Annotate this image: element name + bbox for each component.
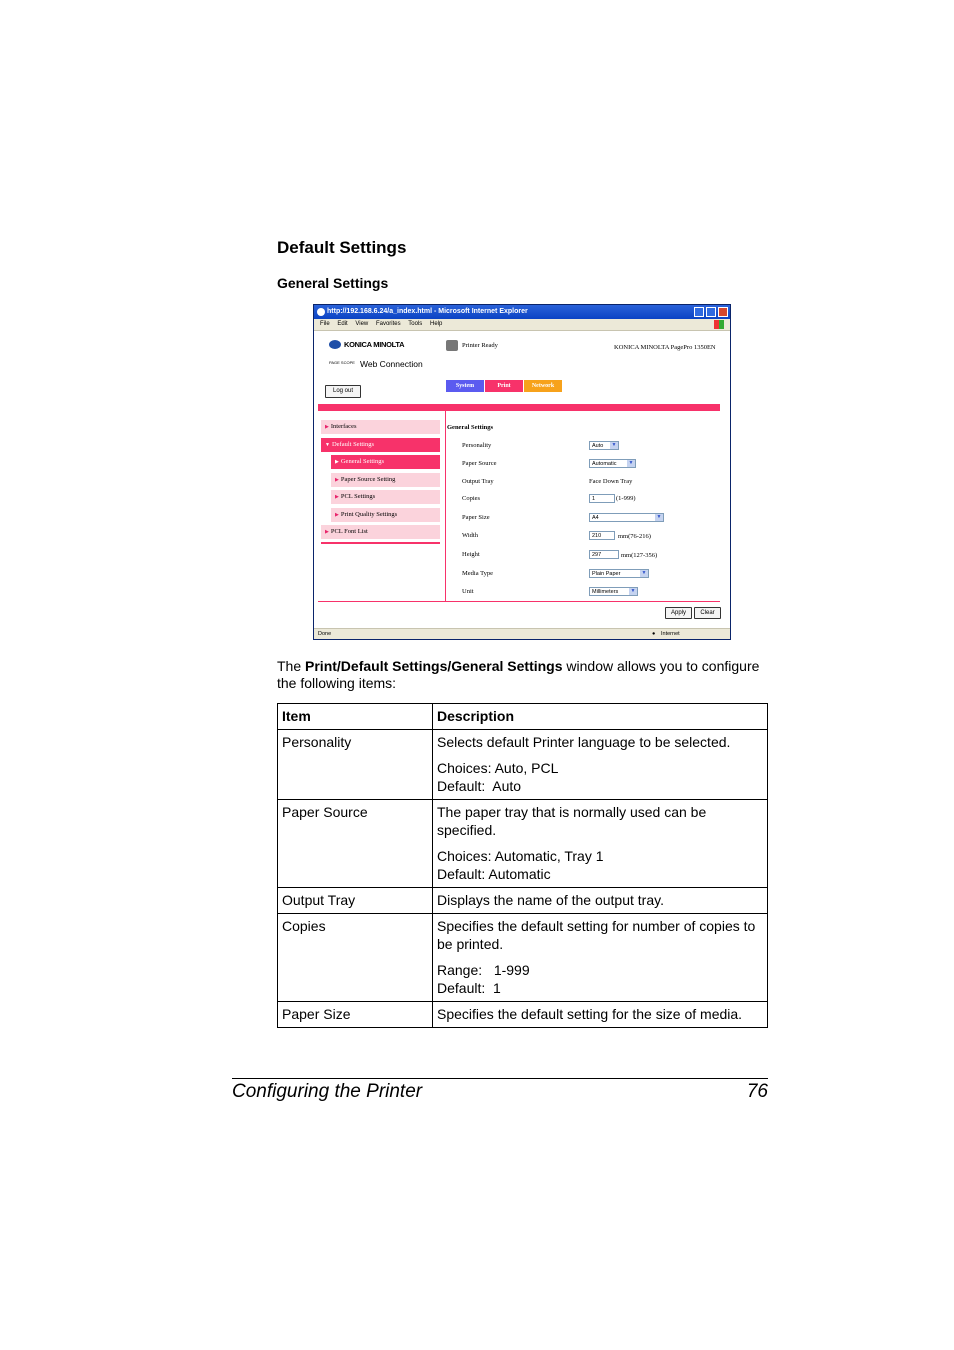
para-bold: Print/Default Settings/General Settings bbox=[305, 658, 563, 674]
header-item: Item bbox=[278, 704, 433, 730]
nav-paper-source-setting[interactable] bbox=[331, 473, 440, 487]
nav-label: General Settings bbox=[340, 458, 385, 465]
desc-line: The paper tray that is normally used can be specified. bbox=[437, 804, 707, 838]
width-input[interactable]: 210 bbox=[589, 531, 615, 540]
window-title: http://192.168.6.24/a_index.html - Microsoft Internet Explorer bbox=[327, 308, 528, 315]
header-description: Description bbox=[433, 704, 768, 730]
browser-window bbox=[313, 304, 731, 640]
nav-general-settings[interactable] bbox=[331, 455, 440, 469]
printer-model: KONICA MINOLTA PagePro 1350EN bbox=[614, 344, 716, 351]
status-zone: Internet bbox=[661, 631, 680, 637]
form-title: General Settings bbox=[447, 424, 494, 431]
footer-rule bbox=[232, 1078, 768, 1079]
nav-label: PCL Settings bbox=[340, 493, 376, 500]
select-value: Plain Paper bbox=[592, 571, 621, 577]
nav-label: Default Settings bbox=[331, 441, 375, 448]
menu-edit[interactable]: Edit bbox=[337, 321, 348, 327]
media-type-label: Media Type bbox=[462, 570, 494, 577]
nav-pcl-settings[interactable] bbox=[331, 490, 440, 504]
minimize-icon[interactable] bbox=[694, 307, 704, 317]
logout-button[interactable]: Log out bbox=[325, 385, 361, 398]
menu-favorites[interactable]: Favorites bbox=[375, 321, 401, 327]
windows-flag-icon bbox=[714, 320, 724, 329]
column-divider bbox=[445, 411, 446, 601]
row-item: Output Tray bbox=[278, 888, 433, 914]
paper-size-select[interactable] bbox=[589, 513, 664, 522]
select-value: Automatic bbox=[592, 461, 617, 467]
close-icon[interactable] bbox=[718, 307, 728, 317]
footer-chapter: Configuring the Printer bbox=[232, 1081, 423, 1102]
printer-icon bbox=[446, 340, 458, 351]
row-item: Paper Size bbox=[278, 1002, 433, 1028]
para-text: The bbox=[277, 658, 306, 674]
row-item: Personality bbox=[278, 730, 433, 800]
personality-label: Personality bbox=[462, 442, 492, 449]
menu-tools[interactable]: Tools bbox=[408, 321, 423, 327]
ie-icon bbox=[317, 308, 325, 316]
settings-table bbox=[277, 703, 768, 1028]
copies-label: Copies bbox=[462, 495, 481, 502]
desc-line: Range: 1-999 Default: 1 bbox=[437, 962, 530, 996]
nav-label: PCL Font List bbox=[330, 528, 368, 535]
nav-label: Interfaces bbox=[330, 423, 357, 430]
height-input[interactable]: 297 bbox=[589, 550, 619, 559]
status-done: Done bbox=[318, 631, 332, 637]
page-content bbox=[316, 331, 728, 627]
intro-paragraph bbox=[277, 658, 767, 692]
form-bottom-divider bbox=[318, 601, 720, 602]
row-description bbox=[433, 888, 768, 914]
width-range: mm(76-216) bbox=[618, 533, 651, 540]
desc-line: Displays the name of the output tray. bbox=[437, 892, 664, 908]
konica-logo-icon bbox=[329, 340, 341, 349]
triangle-right-icon: ▶ bbox=[335, 495, 339, 500]
menu-help[interactable]: Help bbox=[429, 321, 443, 327]
unit-select[interactable] bbox=[589, 587, 638, 596]
triangle-down-icon: ▼ bbox=[325, 443, 330, 448]
nav-pcl-font-list[interactable] bbox=[321, 525, 440, 539]
nav-label: Print Quality Settings bbox=[340, 511, 398, 518]
paper-source-label: Paper Source bbox=[462, 460, 497, 467]
output-tray-value: Face Down Tray bbox=[589, 478, 633, 485]
select-value: Millimeters bbox=[592, 589, 619, 595]
subsection-heading: General Settings bbox=[277, 275, 389, 291]
nav-print-quality-settings[interactable] bbox=[331, 508, 440, 522]
section-heading: Default Settings bbox=[277, 238, 407, 257]
row-item: Paper Source bbox=[278, 800, 433, 888]
paper-size-label: Paper Size bbox=[462, 514, 490, 521]
row-description bbox=[433, 800, 768, 888]
nav-interfaces[interactable] bbox=[321, 420, 440, 434]
triangle-right-icon: ▶ bbox=[325, 425, 329, 430]
table-row bbox=[278, 1002, 768, 1028]
chevron-down-icon: ▼ bbox=[611, 442, 617, 448]
height-label: Height bbox=[462, 551, 480, 558]
tab-system[interactable]: System bbox=[446, 380, 484, 392]
header-divider bbox=[318, 404, 720, 411]
width-label: Width bbox=[462, 532, 478, 539]
paper-source-select[interactable] bbox=[589, 459, 636, 468]
nav-default-settings[interactable] bbox=[321, 438, 440, 452]
copies-input[interactable]: 1 bbox=[589, 494, 615, 503]
tab-network[interactable]: Network bbox=[524, 380, 562, 392]
chevron-down-icon: ▼ bbox=[630, 588, 636, 594]
window-titlebar bbox=[314, 305, 730, 319]
chevron-down-icon: ▼ bbox=[628, 460, 634, 466]
nav-divider bbox=[321, 542, 440, 544]
triangle-right-icon: ▶ bbox=[335, 478, 339, 483]
printer-status: Printer Ready bbox=[462, 342, 498, 349]
triangle-right-icon: ▶ bbox=[325, 530, 329, 535]
copies-range: (1-999) bbox=[616, 495, 636, 502]
select-value: Auto bbox=[592, 443, 604, 449]
triangle-right-icon: ▶ bbox=[335, 460, 339, 465]
output-tray-label: Output Tray bbox=[462, 478, 494, 485]
unit-label: Unit bbox=[462, 588, 474, 595]
chevron-down-icon: ▼ bbox=[656, 514, 662, 520]
select-value: A4 bbox=[592, 515, 599, 521]
maximize-icon[interactable] bbox=[706, 307, 716, 317]
status-bar bbox=[314, 628, 730, 640]
brand-name: KONICA MINOLTA bbox=[344, 340, 405, 349]
triangle-right-icon: ▶ bbox=[335, 513, 339, 518]
table-row bbox=[278, 730, 768, 800]
desc-line: Choices: Auto, PCL Default: Auto bbox=[437, 760, 559, 794]
tab-print[interactable]: Print bbox=[485, 380, 523, 392]
table-row bbox=[278, 888, 768, 914]
menu-bar bbox=[314, 319, 730, 331]
table-row bbox=[278, 914, 768, 1002]
row-description bbox=[433, 730, 768, 800]
chevron-down-icon: ▼ bbox=[641, 570, 647, 576]
para-text: window allows you to configure the following items: bbox=[277, 658, 760, 691]
table-row bbox=[278, 800, 768, 888]
desc-line: Choices: Automatic, Tray 1 Default: Automatic bbox=[437, 848, 604, 882]
table-header-row bbox=[278, 704, 768, 730]
clear-button[interactable]: Clear bbox=[694, 607, 721, 619]
globe-icon: ● bbox=[652, 631, 656, 637]
desc-line: Selects default Printer language to be selected. bbox=[437, 734, 731, 750]
row-description bbox=[433, 914, 768, 1002]
page-number: 76 bbox=[746, 1081, 768, 1102]
height-range: mm(127-356) bbox=[621, 552, 658, 559]
menu-view[interactable]: View bbox=[355, 321, 369, 327]
desc-line: Specifies the default setting for number of copies to be printed. bbox=[437, 918, 756, 952]
apply-button[interactable]: Apply bbox=[665, 607, 692, 619]
menu-file[interactable]: File bbox=[320, 321, 330, 327]
personality-select[interactable] bbox=[589, 441, 619, 450]
row-item: Copies bbox=[278, 914, 433, 1002]
nav-label: Paper Source Setting bbox=[340, 476, 396, 483]
desc-line: Specifies the default setting for the size of media. bbox=[437, 1006, 743, 1022]
pagescope-logo: PAGE SCOPE bbox=[329, 360, 355, 365]
row-description bbox=[433, 1002, 768, 1028]
media-type-select[interactable] bbox=[589, 569, 649, 578]
web-connection-label: Web Connection bbox=[360, 359, 423, 369]
